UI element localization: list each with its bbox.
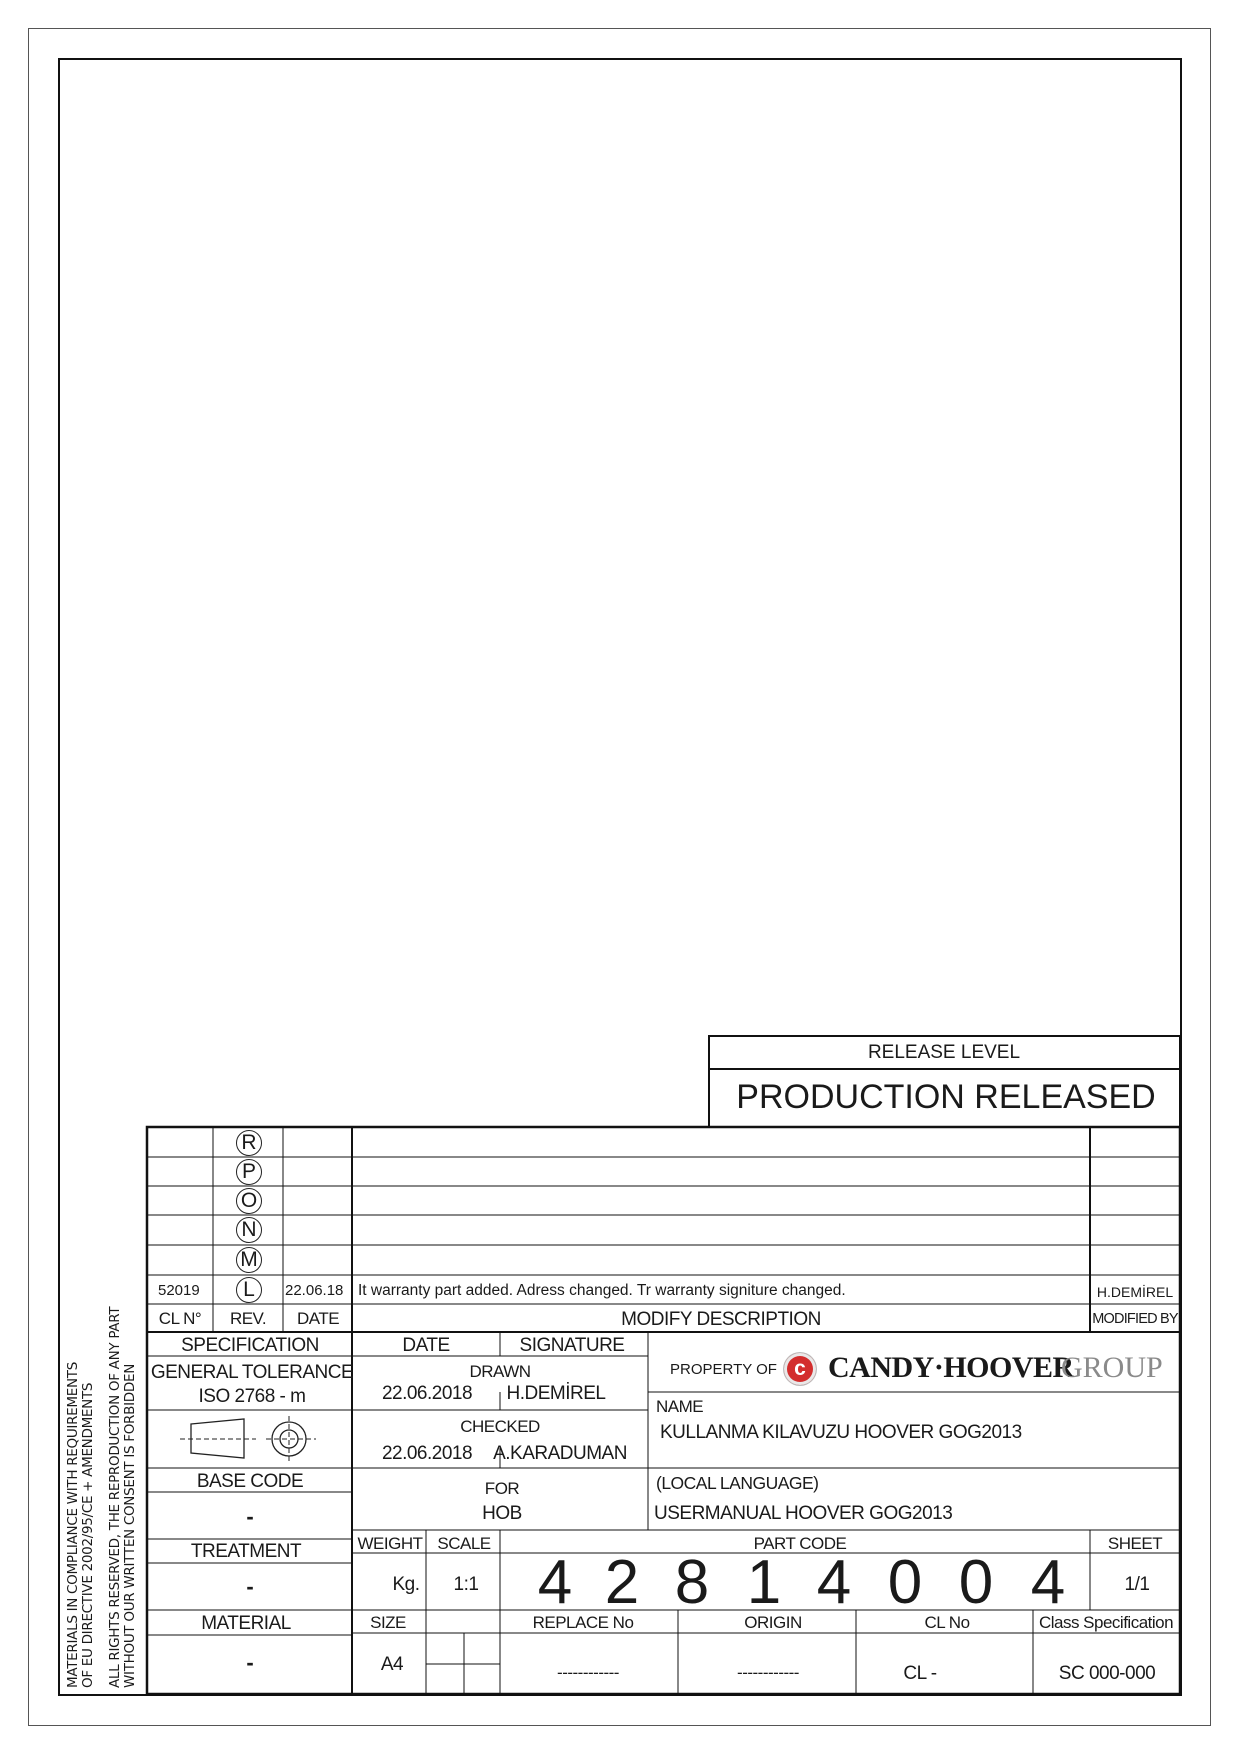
rights-note-line-2: WITHOUT OUR WRITTEN CONSENT IS FORBIDDEN	[122, 1364, 138, 1688]
revision-letter-r: R	[236, 1130, 262, 1156]
class-specification-label: Class Specification	[1038, 1613, 1174, 1632]
sheet-label: SHEET	[1107, 1534, 1163, 1553]
revision-letter-n: N	[236, 1217, 262, 1243]
size-label: SIZE	[370, 1613, 406, 1632]
compliance-note-line-2: OF EU DIRECTIVE 2002/95/CE + AMENDMENTS	[80, 1382, 96, 1688]
release-status: PRODUCTION RELEASED	[736, 1078, 1156, 1116]
material-label: MATERIAL	[201, 1613, 291, 1634]
scale-value: 1:1	[453, 1574, 479, 1595]
sheet-value: 1/1	[1124, 1574, 1150, 1595]
signature-label: SIGNATURE	[519, 1335, 625, 1356]
treatment-label: TREATMENT	[190, 1541, 302, 1562]
header-modified-by: MODIFIED BY	[1092, 1311, 1178, 1327]
part-code-digit: 8	[674, 1548, 710, 1617]
brand-name: CANDY·HOOVER	[828, 1351, 1074, 1384]
name-label: NAME	[656, 1397, 704, 1416]
local-language-label: (LOCAL LANGUAGE)	[656, 1473, 819, 1493]
checked-label: CHECKED	[460, 1417, 540, 1436]
origin-value: ------------	[737, 1663, 799, 1682]
part-code-digit: 0	[887, 1548, 923, 1617]
revision-letter-p: P	[236, 1159, 262, 1185]
replace-value: ------------	[557, 1663, 619, 1682]
drawn-by: H.DEMİREL	[506, 1383, 606, 1404]
base-code-value: -	[246, 1504, 254, 1529]
revision-date: 22.06.18	[285, 1282, 344, 1299]
property-label: PROPERTY OF	[670, 1361, 777, 1378]
origin-label: ORIGIN	[744, 1613, 802, 1632]
for-value: HOB	[482, 1503, 522, 1524]
tolerance-standard: ISO 2768 - m	[198, 1386, 306, 1407]
part-code-digit: 4	[816, 1548, 852, 1617]
signature-date-label: DATE	[402, 1335, 450, 1356]
release-level-heading: RELEASE LEVEL	[867, 1042, 1021, 1063]
weight-label: WEIGHT	[357, 1534, 423, 1553]
class-specification-value: SC 000-000	[1058, 1663, 1156, 1684]
revision-modified-by: H.DEMİREL	[1096, 1284, 1174, 1300]
name-value: KULLANMA KILAVUZU HOOVER GOG2013	[660, 1422, 1022, 1443]
scale-label: SCALE	[437, 1534, 491, 1553]
local-language-value: USERMANUAL HOOVER GOG2013	[654, 1503, 953, 1524]
weight-value: Kg.	[392, 1574, 420, 1595]
general-tolerance-label: GENERAL TOLERANCE	[150, 1362, 354, 1383]
revision-letter-o: O	[236, 1188, 262, 1214]
header-rev: REV.	[229, 1309, 267, 1328]
treatment-value: -	[246, 1574, 254, 1599]
brand-group: GROUP	[1061, 1351, 1163, 1384]
part-code-label: PART CODE	[753, 1534, 847, 1553]
revision-cl-number: 52019	[158, 1282, 200, 1299]
drawn-date: 22.06.2018	[381, 1383, 473, 1404]
part-code-digit: 0	[958, 1548, 994, 1617]
part-code-digit: 1	[746, 1548, 782, 1617]
checked-by: A.KARADUMAN	[493, 1443, 627, 1464]
specification-label: SPECIFICATION	[181, 1335, 319, 1356]
part-code-digit: 4	[537, 1548, 573, 1617]
checked-date: 22.06.2018	[381, 1443, 473, 1464]
compliance-note-line-1: MATERIALS IN COMPLIANCE WITH REQUIREMENTS	[65, 1361, 81, 1688]
material-value: -	[246, 1650, 254, 1675]
for-label: FOR	[484, 1479, 520, 1498]
revision-letter-l: L	[236, 1277, 262, 1303]
replace-label: REPLACE No	[532, 1613, 634, 1632]
drawn-label: DRAWN	[469, 1362, 531, 1381]
header-modify-description: MODIFY DESCRIPTION	[621, 1309, 821, 1330]
header-cl-number: CL N°	[158, 1309, 202, 1328]
base-code-label: BASE CODE	[196, 1471, 304, 1492]
rights-note-line-1: ALL RIGHTS RESERVED, THE REPRODUCTION OF ANY PART	[107, 1306, 123, 1688]
header-date: DATE	[296, 1309, 340, 1328]
cl-no-value: CL -	[903, 1663, 937, 1684]
candy-hoover-logo-icon: c	[784, 1353, 816, 1385]
part-code-digit: 4	[1030, 1548, 1066, 1617]
revision-description: It warranty part added. Adress changed. Tr warranty signiture changed.	[358, 1282, 846, 1299]
revision-letter-m: M	[236, 1247, 262, 1273]
part-code-digit: 2	[604, 1548, 640, 1617]
size-value: A4	[380, 1654, 404, 1675]
cl-no-label: CL No	[924, 1613, 970, 1632]
